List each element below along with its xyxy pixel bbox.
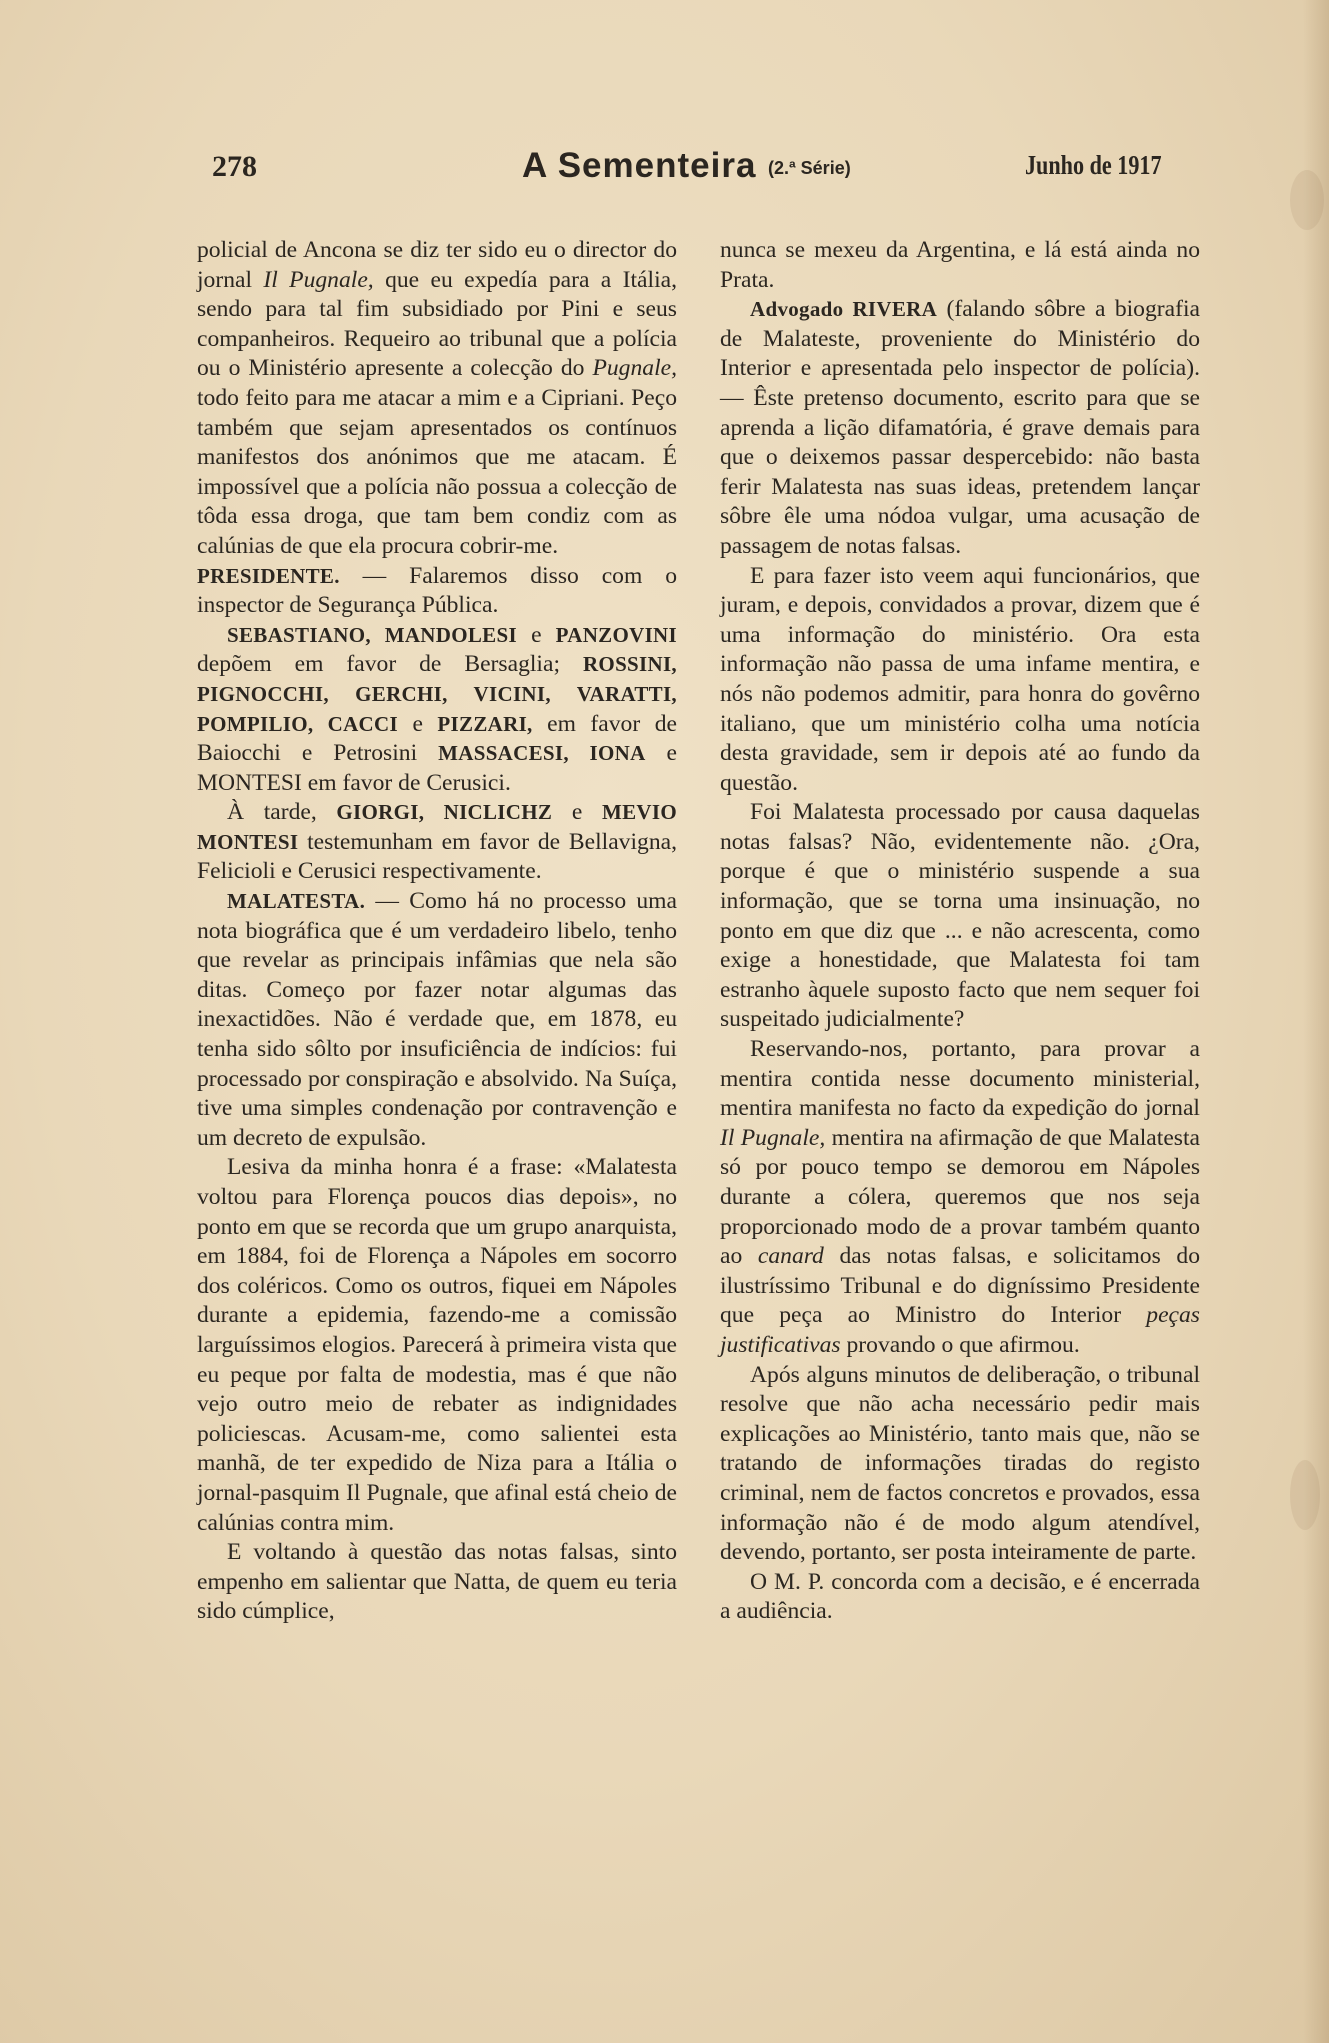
page-edge-shadow [1303,0,1329,2043]
issue-date: Junho de 1917 [1025,150,1162,180]
speaker-name: PRESIDENTE. [197,563,340,588]
paper-stain [1290,1460,1320,1530]
paragraph: policial de Ancona se diz ter sido eu o director do jornal Il Pugnale, que eu expedía para a Itália, sendo para tal fim subsidiado por Pini e seus companheiros. Requeiro ao tribunal que a polícia ou o Ministério apresente a colecção do Pugnale, todo feito para me atacar a mim e a Cipriani. Peço também que sejam apresentados os contínuos manifestos dos anónimos que me atacam. É impossível que a polícia não possua a colecção de tôda essa droga, que tam bem condiz com as calúnias de que ela procura cobrir-me. [197,237,677,559]
paragraph: Foi Malatesta processado por causa daquelas notas falsas? Não, evidentemente não. ¿Ora, porque é que o ministério suspende a sua informação, que se torna uma insinuação, no ponto em que diz que ... e não acrescenta, como exige a honestidade, que Malatesta foi tam estranho àquele suposto facto que nem sequer foi suspeitado judicialmente? [720,799,1200,1033]
paragraph: Advogado RIVERA (falando sôbre a biografia de Malateste, proveniente do Ministério do Interior e apresentada pelo inspector de polícia). — Êste pretenso documento, escrito para que se aprenda a lição difamatória, é grave demais para que o deixemos passar despercebido: não basta ferir Malatesta nas suas ideas, pretendem lançar sôbre êle uma nódoa vulgar, uma acusação de passagem de notas falsas. [720,296,1200,559]
speaker-name: MALATESTA. [227,889,366,914]
page-header [212,146,1162,200]
journal-series: (2.ª Série) [768,158,851,178]
left-column [197,236,677,1627]
paragraph: Reservando-nos, portanto, para provar a mentira contida nesse documento ministerial, mentira manifesta no facto da expedição do jornal Il Pugnale, mentira na afirmação de que Malatesta só por pouco tempo se demorou em Nápoles durante a cólera, queremos que nos seja proporcionado modo de a provar também quanto ao canard das notas falsas, e solicitamos do ilustríssimo Tribunal e do digníssimo Presidente que peça ao Ministro do Interior peças justificativas provando o que afirmou. [720,1036,1200,1358]
paragraph: E voltando à questão das notas falsas, sinto empenho em salientar que Natta, de quem eu teria sido cúmplice, [197,1539,677,1625]
paragraph: PRESIDENTE. — Falaremos disso com o inspector de Segurança Pública. [197,562,677,619]
paragraph: Após alguns minutos de deliberação, o tribunal resolve que não acha necessário pedir mais explicações ao Ministério, tanto mais que, não se tratando de informações tiradas do registo criminal, nem de factos concretos e provados, essa informação não é de modo algum atendível, devendo, portanto, ser posta inteiramente de parte. [720,1361,1200,1566]
paragraph: nunca se mexeu da Argentina, e lá está ainda no Prata. [720,237,1200,293]
paper-stain [1290,170,1324,230]
paragraph: O M. P. concorda com a decisão, e é encerrada a audiência. [720,1568,1200,1625]
paragraph: À tarde, GIORGI, NICLICHZ e MEVIO MONTESI testemunham em favor de Bellavigna, Felicioli e Cerusici respectivamente. [197,799,677,885]
right-column [720,236,1200,1627]
paragraph: E para fazer isto veem aqui funcionários, que juram, e depois, convidados a provar, dizem que é uma informação do ministério. Ora esta informação não passa de uma infame mentira, e nós não podemos admitir, para honra do govêrno italiano, que um ministério colha uma notícia desta gravidade, sem ir depois até ao fundo da questão. [720,562,1200,796]
paragraph: MALATESTA. — Como há no processo uma nota biográfica que é um verdadeiro libelo, tenho que revelar as principais infâmias que nela são ditas. Começo por fazer notar algumas das inexactidões. Não é verdade que, em 1878, eu tenha sido sôlto por insuficiência de indícios: fui processado por conspiração e absolvido. Na Suíça, tive uma simples condenação por contravenção e um decreto de expulsão. [197,888,677,1151]
paragraph: SEBASTIANO, MANDOLESI e PANZOVINI depõem em favor de Bersaglia; ROSSINI, PIGNOCCHI, GERCHI, VICINI, VARATTI, POMPILIO, CACCI e PIZZARI, em favor de Baiocchi e Petrosini MASSACESI, IONA e MONTESI em favor de Cerusici. [197,621,677,796]
speaker-name: Advogado RIVERA [750,297,938,322]
page-number: 278 [212,150,257,183]
paragraph: Lesiva da minha honra é a frase: «Malatesta voltou para Florença poucos dias depois», no ponto em que se recorda que um grupo anarquista, em 1884, foi de Florença a Nápoles em socorro dos coléricos. Como os outros, fiquei em Nápoles durante a epidemia, fazendo-me a comissão larguíssimos elogios. Parecerá à primeira vista que eu peque por falta de modestia, mas é que não vejo outro meio de rebater as indignidades policiescas. Acusam-me, como salientei esta manhã, de ter expedido de Niza para a Itália o jornal-pasquim Il Pugnale, que afinal está cheio de calúnias contra mim. [197,1154,677,1536]
journal-title: A Sementeira [522,146,757,185]
